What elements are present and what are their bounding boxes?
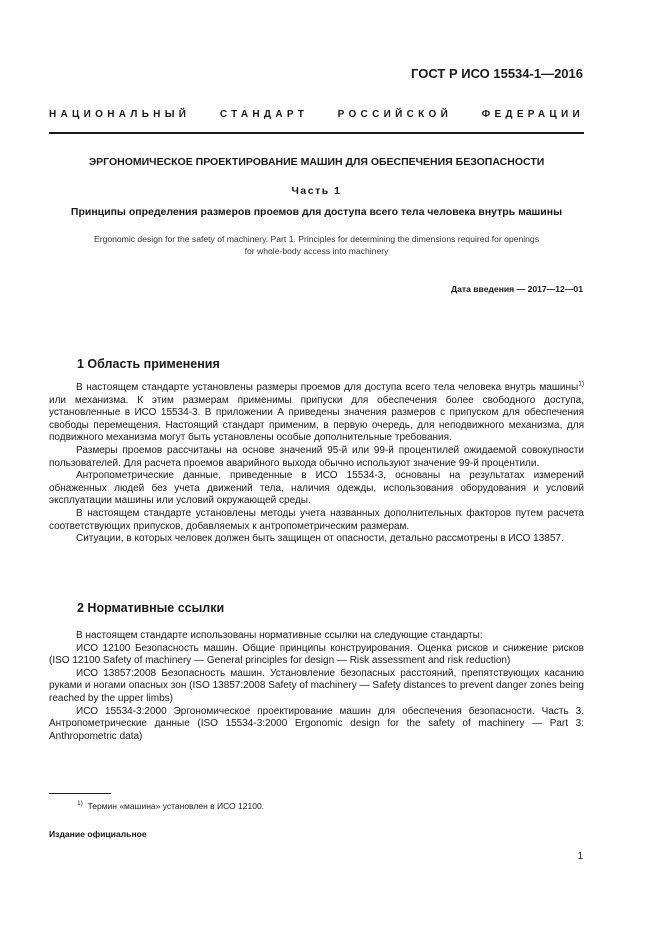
document-title: ЭРГОНОМИЧЕСКОЕ ПРОЕКТИРОВАНИЕ МАШИН ДЛЯ ОБЕСПЕЧЕНИЯ БЕЗОПАСНОСТИ bbox=[88, 156, 545, 168]
section-2-heading: 2 Нормативные ссылки bbox=[77, 601, 225, 615]
part-label: Часть 1 bbox=[291, 185, 342, 197]
footnote-text: Термин «машина» установлен в ИСО 12100. bbox=[87, 801, 265, 811]
section-1-paragraph-1: В настоящем стандарте установлены размеры проемов для доступа всего тела человека внутрь машины$^{1)}$ или механизма. К этим размерам применимы припуски для обеспечения более свободного доступа, установленные в ИСО 15534-3. В приложении А приведены значения размеров с припуском для обеспечения свободы перемещения. Настоящий стандарт применим, в первую очередь, для неподвижного механизма, для подвижного механизма могут быть установлены особые дополнительные требования. bbox=[49, 380, 584, 444]
section-1-heading: 1 Область применения bbox=[77, 357, 220, 371]
document-code: ГОСТ Р ИСО 15534-1—2016 bbox=[411, 66, 583, 81]
section-1-paragraph-5: Ситуации, в которых человек должен быть защищен от опасности, детально рассмотрены в ИСО 13857. bbox=[76, 533, 564, 545]
normative-reference-iso-15534-3: ИСО 15534-3:2000 Эргономическое проектирование машин для обеспечения безопасности. Часть 3. Антропометрические данные (ISO 15534-3:2000 Ergonomic design for the safety of machinery — Part 3: Anthropometric data) bbox=[49, 705, 584, 742]
document-subtitle: Принципы определения размеров проемов для доступа всего тела человека внутрь машины bbox=[70, 206, 563, 218]
section-1-body bbox=[49, 382, 584, 546]
normative-reference-iso-13857: ИСО 13857:2008 Безопасность машин. Установление безопасных расстояний, препятствующих касанию руками и ногами опасных зон (ISO 13857:2008 Safety of machinery — Safety distances to prevent danger zones being reached by the upper limbs) bbox=[49, 667, 584, 704]
introduction-date: Дата введения — 2017—12—01 bbox=[450, 284, 583, 294]
section-1-paragraph-3: Антропометрические данные, приведенные в ИСО 15534-3, основаны на результатах измерений обнаженных людей без учета движений тела, наличия одежды, использования оборудования и условий эксплуатации машины или условий окружающей среды. bbox=[49, 470, 584, 507]
footnote bbox=[77, 801, 264, 811]
normative-reference-iso-12100: ИСО 12100 Безопасность машин. Общие принципы конструирования. Оценка рисков и снижение рисков (ISO 12100 Safety of machinery — General principles for design — Risk assessment and risk reduction) bbox=[49, 642, 584, 667]
header-divider bbox=[49, 132, 584, 134]
section-1-paragraph-4: В настоящем стандарте установлены методы учета названных дополнительных факторов путем расчета соответствующих припусков, добавляемых к антропометрическим размерам. bbox=[49, 507, 584, 532]
english-title-line-1: Ergonomic design for the safety of machinery. Part 1. Principles for determining the dimensions required for openings bbox=[93, 234, 540, 244]
english-title bbox=[49, 233, 584, 257]
section-2-body bbox=[49, 630, 584, 743]
section-2-paragraph-1: В настоящем стандарте использованы нормативные ссылки на следующие стандарты: bbox=[76, 630, 483, 641]
footnote-reference: 1) bbox=[578, 380, 584, 388]
edition-label: Издание официальное bbox=[49, 829, 147, 839]
national-standard-banner: НАЦИОНАЛЬНЫЙ СТАНДАРТ РОССИЙСКОЙ ФЕДЕРАЦИИ bbox=[49, 109, 584, 120]
footnote-divider bbox=[49, 793, 111, 794]
section-1-paragraph-2: Размеры проемов рассчитаны на основе значений 95-й или 99-й процентилей ожидаемой совокупности пользователей. Для расчета проемов аварийного выхода обычно используют значение 99-й процентили. bbox=[49, 444, 584, 469]
page-number: 1 bbox=[577, 851, 583, 862]
footnote-mark: 1) bbox=[77, 800, 83, 808]
english-title-line-2: for whole-body access into machinery bbox=[244, 246, 389, 256]
